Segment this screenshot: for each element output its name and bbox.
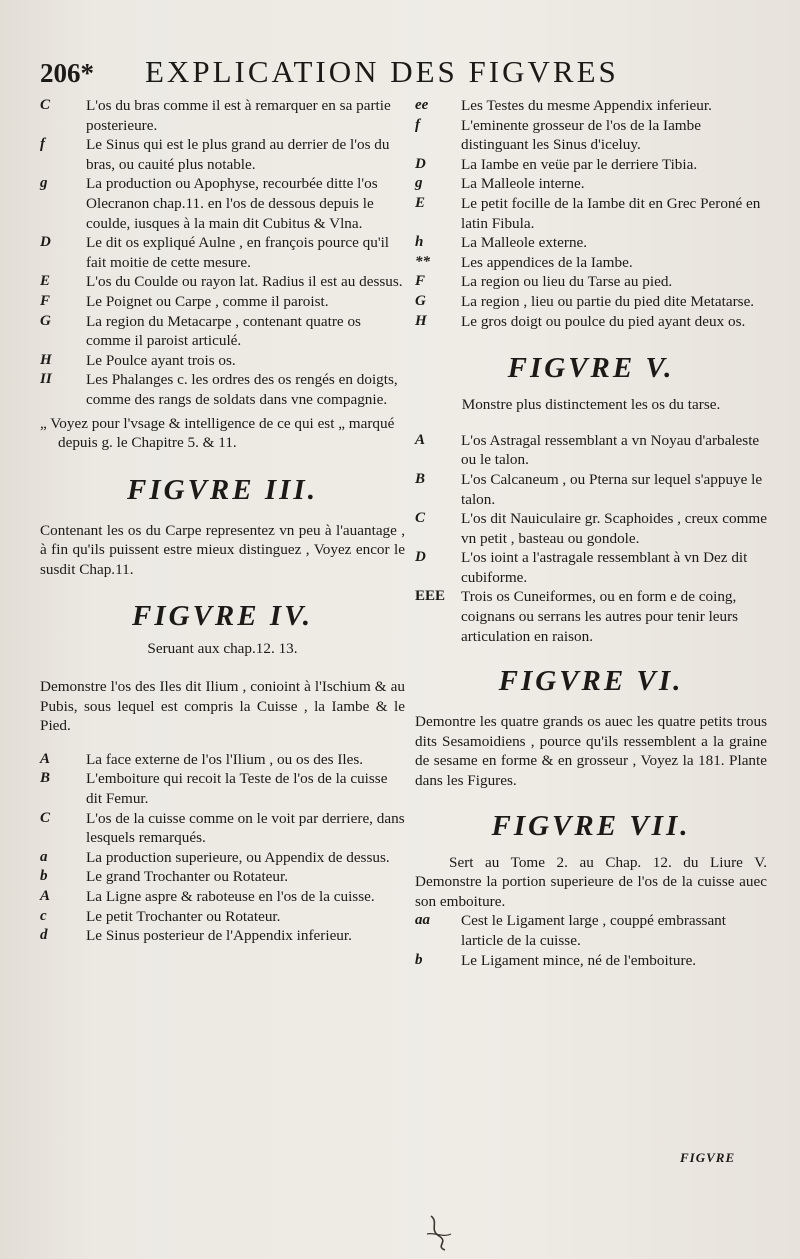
- left-column: [40, 96, 405, 946]
- entry-text: La face externe de l'os l'Ilium , ou os des Iles.: [86, 750, 364, 768]
- entry-text: La Malleole interne.: [461, 175, 585, 193]
- list-item: [415, 174, 767, 194]
- entry-text: La region du Metacarpe , contenant quatre os comme il paroist articulé.: [86, 312, 361, 350]
- entry-label: B: [415, 470, 426, 487]
- entry-label: f: [40, 136, 45, 153]
- entry-label: b: [415, 951, 423, 968]
- entry-text: L'os du bras comme il est à remarquer en sa partie posterieure.: [86, 97, 391, 134]
- figure-4-entry-list: [40, 750, 405, 946]
- list-item: [415, 548, 767, 587]
- entry-label: C: [40, 97, 51, 113]
- list-item: [40, 750, 405, 770]
- figure-5-entry-list: [415, 431, 767, 647]
- entry-label: E: [40, 273, 51, 290]
- list-item: [415, 194, 767, 233]
- entry-text: L'os Astragal ressemblant a vn Noyau d'arbaleste ou le talon.: [461, 431, 760, 469]
- entry-text: Trois os Cuneiformes, ou en form e de coing, coignans ou serrans les autres pour tenir leurs articulation en raison.: [461, 588, 739, 645]
- list-item: [40, 769, 405, 808]
- entry-list-top-right: [415, 96, 767, 331]
- entry-text: Cest le Ligament large , couppé embrassant larticle de la cuisse.: [461, 912, 726, 949]
- flourish-icon: [425, 1212, 455, 1252]
- entry-text: La Malleole externe.: [461, 234, 588, 252]
- list-item: [40, 292, 405, 312]
- entry-text: Le Sinus qui est le plus grand au derrier de l'os du bras, ou cauité plus notable.: [86, 136, 390, 173]
- entry-label: A: [40, 888, 51, 904]
- entry-text: Le dit os expliqué Aulne , en françois pource qu'il fait moitie de cette mesure.: [86, 234, 390, 271]
- list-item: [415, 233, 767, 253]
- entry-label: F: [415, 273, 426, 290]
- list-item: [40, 907, 405, 927]
- entry-text: Le Poignet ou Carpe , comme il paroist.: [86, 292, 329, 310]
- entry-label: G: [415, 292, 426, 309]
- entry-text: Le gros doigt ou poulce du pied ayant deux os.: [461, 312, 746, 330]
- list-item: [40, 848, 405, 868]
- figure-4-intro: Demonstre l'os des Iles dit Ilium , conioint à l'Ischium & au Pubis, sous lequel est compris la Cuisse , la Iambe & le Pied.: [40, 678, 405, 735]
- entry-label: C: [415, 510, 426, 527]
- entry-text: Les Testes du mesme Appendix inferieur.: [461, 97, 712, 114]
- figure-3-heading: FIGVRE III.: [127, 473, 318, 506]
- list-item: [415, 272, 767, 292]
- entry-label: D: [40, 234, 51, 251]
- entry-label: H: [415, 312, 427, 329]
- entry-list-top: [40, 96, 405, 410]
- figure-5-heading: FIGVRE V.: [507, 352, 675, 385]
- entry-text: L'os ioint a l'astragale ressemblant à vn Dez dit cubiforme.: [461, 549, 748, 586]
- entry-text: Le Sinus posterieur de l'Appendix inferieur.: [86, 927, 352, 945]
- entry-text: Les appendices de la Iambe.: [461, 253, 633, 271]
- entry-text: La Ligne aspre & raboteuse en l'os de la cuisse.: [86, 888, 375, 905]
- list-item: [415, 431, 767, 470]
- entry-text: Le petit focille de la Iambe dit en Grec Peroné en latin Fibula.: [461, 194, 761, 232]
- list-item: [40, 867, 405, 887]
- entry-text: La region , lieu ou partie du pied dite Metatarse.: [461, 292, 755, 310]
- figure-6-description: Demontre les quatre grands os auec les quatre petits trous dits Sesamoidiens , pource qu'ils ressemblent a la graine de sesame en forme & en grosseur , Voyez la 181. Plante dans les Figures.: [415, 713, 767, 790]
- entry-text: Le grand Trochanter ou Rotateur.: [86, 868, 289, 886]
- figure-4-heading: FIGVRE IV.: [132, 600, 313, 633]
- entry-text: Le petit Trochanter ou Rotateur.: [86, 907, 281, 925]
- entry-label: g: [415, 175, 423, 192]
- list-item: [415, 951, 767, 971]
- list-item: [415, 911, 767, 950]
- entry-text: L'os du Coulde ou rayon lat. Radius il est au dessus.: [86, 273, 403, 291]
- list-item: [415, 312, 767, 332]
- entry-label: E: [415, 194, 426, 211]
- list-item: [415, 155, 767, 175]
- figure-7-heading: FIGVRE VII.: [491, 809, 691, 842]
- list-item: [40, 370, 405, 409]
- running-title: EXPLICATION DES FIGVRES: [145, 54, 619, 89]
- entry-text: Les Phalanges c. les ordres des os rengés en doigts, comme des rangs de soldats dans vne compagnie.: [86, 371, 398, 408]
- entry-label: aa: [415, 912, 430, 929]
- figure-7-intro: Sert au Tome 2. au Chap. 12. du Liure V. Demonstre la portion superieure de l'os de la cuisse auec son emboiture.: [415, 853, 767, 910]
- list-item: [40, 233, 405, 272]
- entry-label: H: [40, 351, 52, 368]
- cross-reference-note: „ Voyez pour l'vsage & intelligence de ce qui est „ marqué depuis g. le Chapitre 5. & 11.: [40, 414, 395, 452]
- list-item: [415, 96, 767, 116]
- entry-label: g: [40, 175, 48, 192]
- list-item: [40, 887, 405, 907]
- entry-label: b: [40, 868, 48, 885]
- entry-label: B: [40, 770, 51, 787]
- entry-text: La Iambe en veüe par le derriere Tibia.: [461, 155, 698, 173]
- entry-label: A: [40, 750, 51, 767]
- figure-4-subtitle: Seruant aux chap.12. 13.: [147, 640, 298, 658]
- figure-3-description: Contenant les os du Carpe representez vn peu à l'auantage , à fin qu'ils puissent estre mieux distinguez , Voyez encor le susdit Chap.11.: [40, 521, 405, 578]
- entry-label: C: [40, 809, 51, 826]
- entry-label: f: [415, 116, 420, 133]
- entry-text: Le Poulce ayant trois os.: [86, 351, 236, 369]
- figure-5-subtitle: Monstre plus distinctement les os du tarse.: [461, 396, 721, 414]
- list-item: [40, 135, 405, 174]
- entry-label: a: [40, 848, 48, 865]
- figure-6-heading: FIGVRE VI.: [498, 665, 684, 698]
- list-item: [40, 96, 405, 135]
- list-item: [415, 509, 767, 548]
- entry-text: L'eminente grosseur de l'os de la Iambe distinguant les Sinus d'iceluy.: [461, 116, 701, 154]
- entry-text: L'os Calcaneum , ou Pterna sur lequel s'appuye le talon.: [461, 470, 763, 508]
- entry-label: A: [415, 431, 426, 448]
- entry-label: F: [40, 292, 51, 309]
- entry-text: La production ou Apophyse, recourbée ditte l'os Olecranon chap.11. en l'os de dessous depuis le coulde, iusques à la main dit Cubitus & Vlna.: [86, 175, 378, 232]
- list-item: [415, 253, 767, 273]
- entry-label: **: [415, 253, 430, 270]
- entry-label: G: [40, 312, 51, 329]
- entry-text: La production superieure, ou Appendix de dessus.: [86, 848, 390, 866]
- entry-label: EEE: [415, 588, 446, 605]
- entry-text: L'os dit Nauiculaire gr. Scaphoides , creux comme vn petit , basteau ou gondole.: [461, 510, 767, 547]
- page-number: 206*: [40, 58, 94, 88]
- entry-label: D: [415, 155, 426, 172]
- entry-label: ee: [415, 97, 429, 113]
- figure-7-entry-list: [415, 911, 767, 970]
- list-item: [40, 926, 405, 946]
- list-item: [415, 470, 767, 509]
- right-column: [415, 96, 767, 970]
- entry-text: L'emboiture qui recoit la Teste de l'os de la cuisse dit Femur.: [86, 770, 388, 808]
- list-item: [40, 272, 405, 292]
- entry-label: c: [40, 907, 47, 924]
- list-item: [40, 809, 405, 848]
- entry-label: D: [415, 549, 426, 566]
- entry-text: L'os de la cuisse comme on le voit par derriere, dans lesquels remarqués.: [86, 809, 405, 847]
- list-item: [40, 312, 405, 351]
- entry-text: La region ou lieu du Tarse au pied.: [461, 273, 673, 291]
- list-item: [40, 174, 405, 233]
- entry-label: II: [40, 371, 52, 388]
- entry-label: d: [40, 927, 48, 944]
- list-item: [40, 351, 405, 371]
- entry-label: h: [415, 234, 424, 251]
- list-item: [415, 116, 767, 155]
- entry-text: Le Ligament mince, né de l'emboiture.: [461, 951, 697, 969]
- list-item: [415, 587, 767, 646]
- list-item: [415, 292, 767, 312]
- catchword: FIGVRE: [680, 1150, 736, 1165]
